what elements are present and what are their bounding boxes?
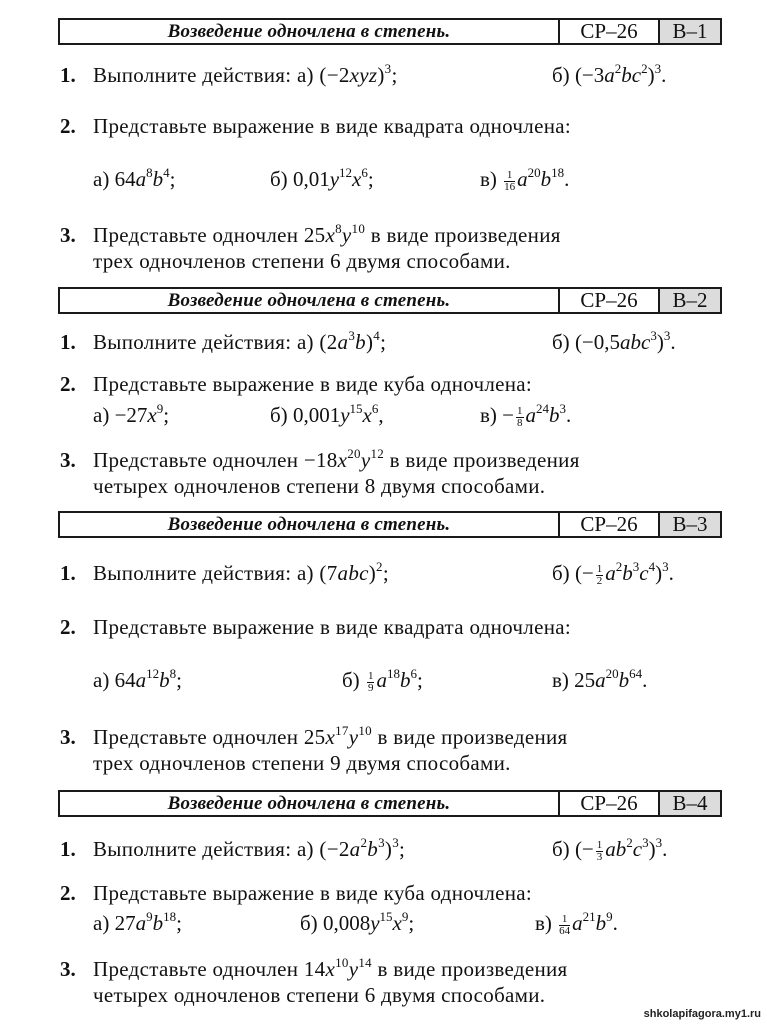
task-2-b: б) $\frac{1}{9}$ $a^{18}b^6$; xyxy=(342,666,423,694)
fraction: $\frac{1}{16}$ xyxy=(504,168,516,193)
header-code: СР–26 xyxy=(558,20,658,43)
task-number: 3. xyxy=(60,725,76,749)
task-3-line-1: Представьте одночлен $-18x^{20}y^{12}$ в виде произведения xyxy=(93,446,580,472)
variant-header xyxy=(58,18,722,45)
task-3-line-2: трех одночленов степени 6 двумя способами. xyxy=(93,249,511,273)
task-number: 2. xyxy=(60,114,76,138)
task-text: Выполните действия: xyxy=(93,561,292,585)
task-number: 1. xyxy=(60,63,76,87)
task-number: 3. xyxy=(60,957,76,981)
task-text: Выполните действия: xyxy=(93,63,292,87)
task-number: 2. xyxy=(60,881,76,905)
task-3-line-2: четырех одночленов степени 6 двумя способами. xyxy=(93,983,546,1007)
task-2: Представьте выражение в виде куба одночлена: xyxy=(93,881,533,905)
task-2-a: а) $64a^8b^4$; xyxy=(93,165,176,191)
header-code: СР–26 xyxy=(558,513,658,536)
task-number: 1. xyxy=(60,561,76,585)
task-3-line-1: Представьте одночлен $25x^{17}y^{10}$ в виде произведения xyxy=(93,723,568,749)
task-number: 1. xyxy=(60,330,76,354)
task-2-a: $а) -27x^9$; xyxy=(93,401,170,427)
task-2-c: в) $\frac{1}{64}$ $a^{21}b^9$. xyxy=(535,909,618,937)
source-watermark: shkolapifagora.my1.ru xyxy=(643,1008,761,1020)
task-2-b: б) $0,008y^{15}x^9$; xyxy=(300,909,415,935)
fraction: $\frac{1}{64}$ xyxy=(559,912,571,937)
header-title: Возведение одночлена в степень. xyxy=(167,793,451,814)
task-2-b: б) $0,001y^{15}x^6$, xyxy=(270,401,384,427)
task-2: Представьте выражение в виде квадрата одночлена: xyxy=(93,615,571,639)
header-title: Возведение одночлена в степень. xyxy=(167,21,451,42)
task-2: Представьте выражение в виде куба одночлена: xyxy=(93,372,533,396)
task-1: Выполните действия: а) $(-2a^2b^3)^3$; xyxy=(93,835,406,861)
task-2-a: а) $64a^{12}b^8$; xyxy=(93,666,182,692)
variant-header xyxy=(58,511,722,538)
task-number: 2. xyxy=(60,615,76,639)
task-3-line-2: четырех одночленов степени 8 двумя способами. xyxy=(93,474,546,498)
task-number: 2. xyxy=(60,372,76,396)
task-1-b: б) (− $\frac{1}{3}$ $ab^2c^3)^3$. xyxy=(552,835,668,863)
task-number: 3. xyxy=(60,448,76,472)
header-variant: В–3 xyxy=(658,513,720,536)
task-number: 3. xyxy=(60,223,76,247)
task-2-c: в) $25a^{20}b^{64}$. xyxy=(552,666,648,692)
header-variant: В–4 xyxy=(658,792,720,815)
task-1: Выполните действия: а) $(7abc)^2$; xyxy=(93,559,389,585)
fraction: $\frac{1}{8}$ xyxy=(517,404,523,429)
variant-header xyxy=(58,790,722,817)
variant-header xyxy=(58,287,722,314)
task-number: 1. xyxy=(60,837,76,861)
fraction: $\frac{1}{9}$ xyxy=(367,669,374,694)
task-1: Выполните действия: а) $(2a^3b)^4$; xyxy=(93,328,387,354)
fraction: $\frac{1}{2}$ xyxy=(596,562,603,587)
task-2-c: в) $\frac{1}{16}$ $a^{20}b^{18}$. xyxy=(480,165,570,193)
task-3-line-1: Представьте одночлен $25x^8y^{10}$ в виде произведения xyxy=(93,221,561,247)
task-text: Выполните действия: xyxy=(93,837,292,861)
fraction: $\frac{1}{3}$ xyxy=(596,838,603,863)
task-2-b: б) $0,01y^{12}x^6$; xyxy=(270,165,374,191)
task-3-line-1: Представьте одночлен $14x^{10}y^{14}$ в виде произведения xyxy=(93,955,568,981)
task-3-line-2: трех одночленов степени 9 двумя способами. xyxy=(93,751,511,775)
task-text: Выполните действия: xyxy=(93,330,292,354)
header-title: Возведение одночлена в степень. xyxy=(167,290,451,311)
header-code: СР–26 xyxy=(558,792,658,815)
task-1-b: б) $(-0,5abc^3)^3$. xyxy=(552,328,676,354)
header-variant: В–1 xyxy=(658,20,720,43)
task-2-c: в) − $\frac{1}{8}$ $a^{24}b^3$. xyxy=(480,401,572,429)
task-1-b: б) (− $\frac{1}{2}$ $a^2b^3c^4)^3$. xyxy=(552,559,674,587)
task-1: Выполните действия: а) $(-2xyz)^3$; xyxy=(93,61,398,87)
task-2: Представьте выражение в виде квадрата одночлена: xyxy=(93,114,571,138)
header-title: Возведение одночлена в степень. xyxy=(167,514,451,535)
task-2-a: а) $27a^9b^{18}$; xyxy=(93,909,182,935)
header-variant: В–2 xyxy=(658,289,720,312)
task-1-b: б) $(-3a^2bc^2)^3$. xyxy=(552,61,667,87)
header-code: СР–26 xyxy=(558,289,658,312)
